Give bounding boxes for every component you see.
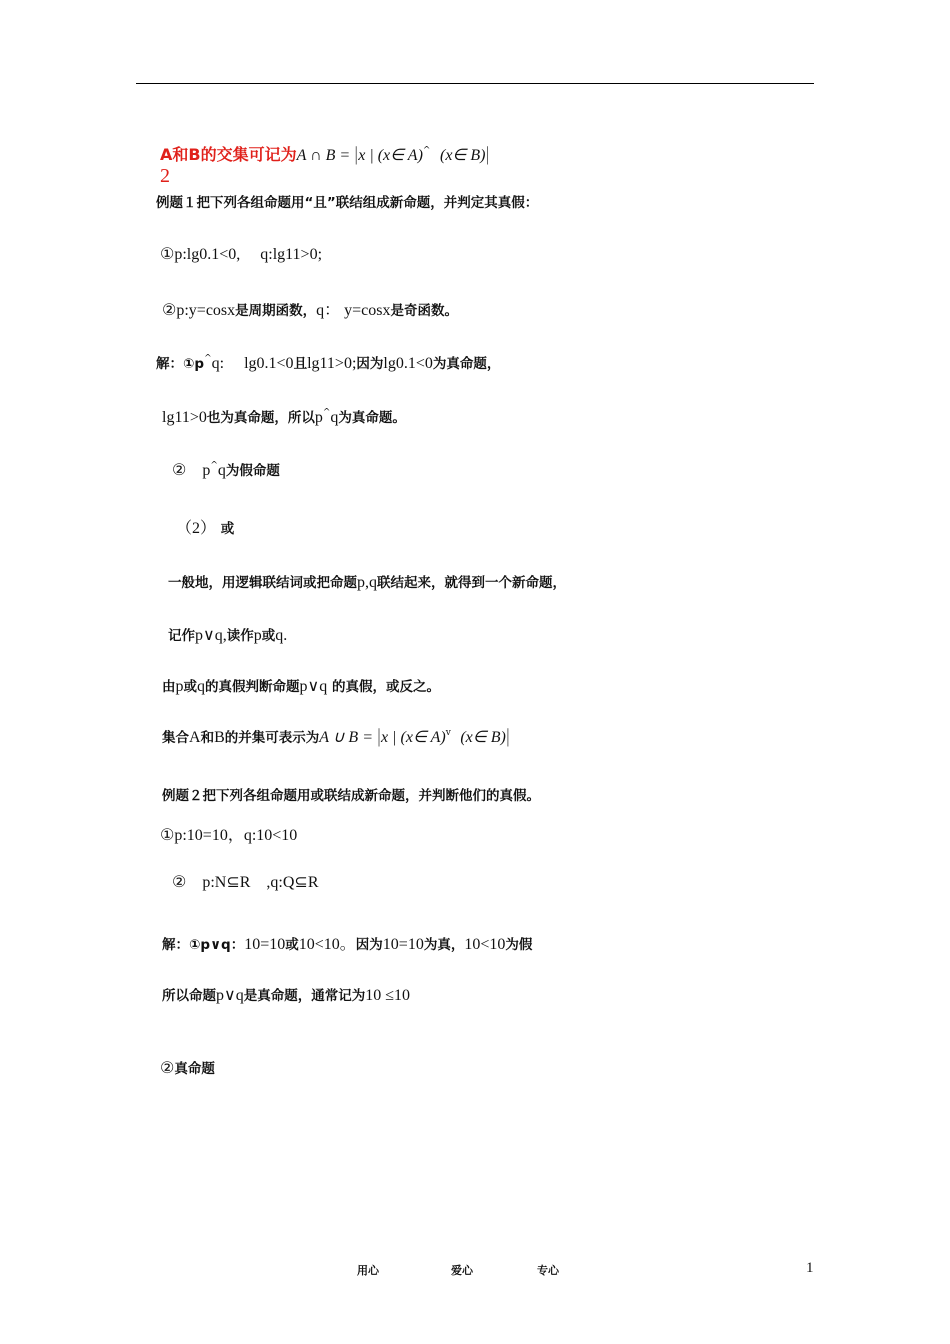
text: 读作 xyxy=(226,628,254,644)
example1-heading-text: 例题１把下列各组命题用“且”联结组成新命题，并判定其真假： xyxy=(156,195,539,211)
footer-item-2: 爱心 xyxy=(451,1264,473,1277)
text: p∨q xyxy=(299,678,328,695)
text: A xyxy=(189,729,201,746)
text: 也为真命题，所以 xyxy=(206,410,315,426)
text: q: lg0.1<0 xyxy=(211,355,294,372)
text: lg11>0 xyxy=(162,409,207,426)
text: 10=10 xyxy=(244,936,286,953)
brace-left: | xyxy=(377,725,382,747)
text: ②p:y=cosx xyxy=(162,302,236,319)
text: 因为 xyxy=(356,356,384,372)
example2-heading xyxy=(162,785,540,806)
formula-right: (x∈ B) xyxy=(440,147,486,164)
and-symbol: ^ xyxy=(210,461,218,471)
text: 和 xyxy=(200,730,215,746)
or-para3 xyxy=(162,676,440,697)
text: 且 xyxy=(293,356,308,372)
text: lg11>0; xyxy=(307,355,357,372)
and-symbol: ^ xyxy=(322,408,331,418)
page-number: 1 xyxy=(806,1260,814,1276)
text: lg0.1<0 xyxy=(383,355,433,372)
or-symbol: v xyxy=(445,728,451,738)
example2-item1 xyxy=(160,826,297,846)
example1-solution1 xyxy=(156,349,500,374)
text: p xyxy=(253,627,262,644)
text: 解：①p∨q： xyxy=(162,937,245,953)
and-symbol: ^ xyxy=(204,354,212,364)
text: 为假 xyxy=(505,937,533,953)
text: p∨q, xyxy=(195,627,227,644)
text: 所以命题 xyxy=(162,988,216,1004)
text: 真命题 xyxy=(174,1061,215,1077)
brace-left: | xyxy=(354,143,359,165)
text: 10<10 xyxy=(464,936,506,953)
text: 一般地，用逻辑联结词或把命题 xyxy=(168,575,357,591)
text: 或 xyxy=(183,679,197,695)
text: q： y=cosx xyxy=(316,302,391,319)
example2-heading-text: 例题２把下列各组命题用或联结成新命题，并判断他们的真假。 xyxy=(162,788,540,804)
text: 或 xyxy=(261,628,276,644)
text: 为真， xyxy=(423,937,465,953)
text: 为真命题， xyxy=(432,356,501,372)
brace-right: | xyxy=(485,143,490,165)
heading-number xyxy=(160,166,170,187)
formula-left: A ∪ B = xyxy=(319,729,377,746)
text: （2） xyxy=(176,520,217,537)
example2-solution3 xyxy=(160,1058,215,1079)
text: 或 xyxy=(285,937,299,953)
text: 为真命题。 xyxy=(338,410,406,426)
formula-set: x | (x∈ A) xyxy=(381,729,446,746)
text: p xyxy=(314,409,323,426)
footer-item-3: 专心 xyxy=(537,1264,559,1277)
text: 解：①p xyxy=(156,356,205,372)
text: 的真假，或反之。 xyxy=(332,679,440,695)
brace-right: | xyxy=(505,725,510,747)
text: q xyxy=(330,409,339,426)
or-para1 xyxy=(168,572,566,593)
text: p∨q xyxy=(216,987,244,1004)
formula-set: x | (x∈ A) xyxy=(358,147,423,164)
text: 的并集可表示为 xyxy=(224,730,320,746)
text: 是周期函数， xyxy=(235,303,317,319)
text: ② p:N⊆R ,q:Q⊆R xyxy=(172,874,319,891)
header-rule xyxy=(136,83,814,84)
text: q xyxy=(197,678,205,695)
text: q xyxy=(217,462,226,479)
example1-heading xyxy=(156,192,538,213)
and-symbol: ^ xyxy=(422,146,431,156)
formula-right: (x∈ B) xyxy=(460,729,506,746)
text: 联结起来，就得到一个新命题， xyxy=(377,575,566,591)
text: 因为 xyxy=(355,937,383,953)
text: 由 xyxy=(162,679,176,695)
intersection-heading xyxy=(160,141,489,166)
example1-solution2 xyxy=(162,403,406,428)
example1-item2 xyxy=(162,300,458,321)
text: 10=10 xyxy=(382,936,424,953)
text: 记作 xyxy=(168,628,195,644)
example2-item2 xyxy=(172,873,319,893)
example1-item1 xyxy=(160,245,322,265)
example1-solution3 xyxy=(172,456,280,481)
text: 是真命题，通常记为 xyxy=(243,988,366,1004)
text: ①p:10=10，q:10<10 xyxy=(160,827,298,844)
or-heading xyxy=(176,518,234,539)
text: B xyxy=(214,729,225,746)
formula-left: A ∩ B = xyxy=(296,147,355,164)
example2-solution2 xyxy=(162,985,410,1006)
text: 为假命题 xyxy=(225,463,280,479)
text: q. xyxy=(275,627,288,644)
example2-solution1 xyxy=(162,934,532,955)
heading-text: A和B的交集可记为 xyxy=(160,145,297,164)
text: p xyxy=(175,678,184,695)
text: 10 ≤10 xyxy=(365,987,410,1004)
text: ② p xyxy=(172,462,211,479)
text: p,q xyxy=(357,574,377,591)
text: 的真假判断命题 xyxy=(205,679,300,695)
union-line xyxy=(162,723,510,748)
footer-item-1: 用心 xyxy=(357,1264,379,1277)
heading-number-text: 2 xyxy=(160,165,170,187)
text: 或 xyxy=(220,521,235,537)
example1-item1-text: ①p:lg0.1<0, q:lg11>0; xyxy=(160,246,323,263)
or-para2 xyxy=(168,625,287,646)
text: ② xyxy=(160,1060,175,1077)
text: 10<10。 xyxy=(298,936,356,953)
text: 集合 xyxy=(162,730,189,746)
text: 是奇函数。 xyxy=(390,303,458,319)
